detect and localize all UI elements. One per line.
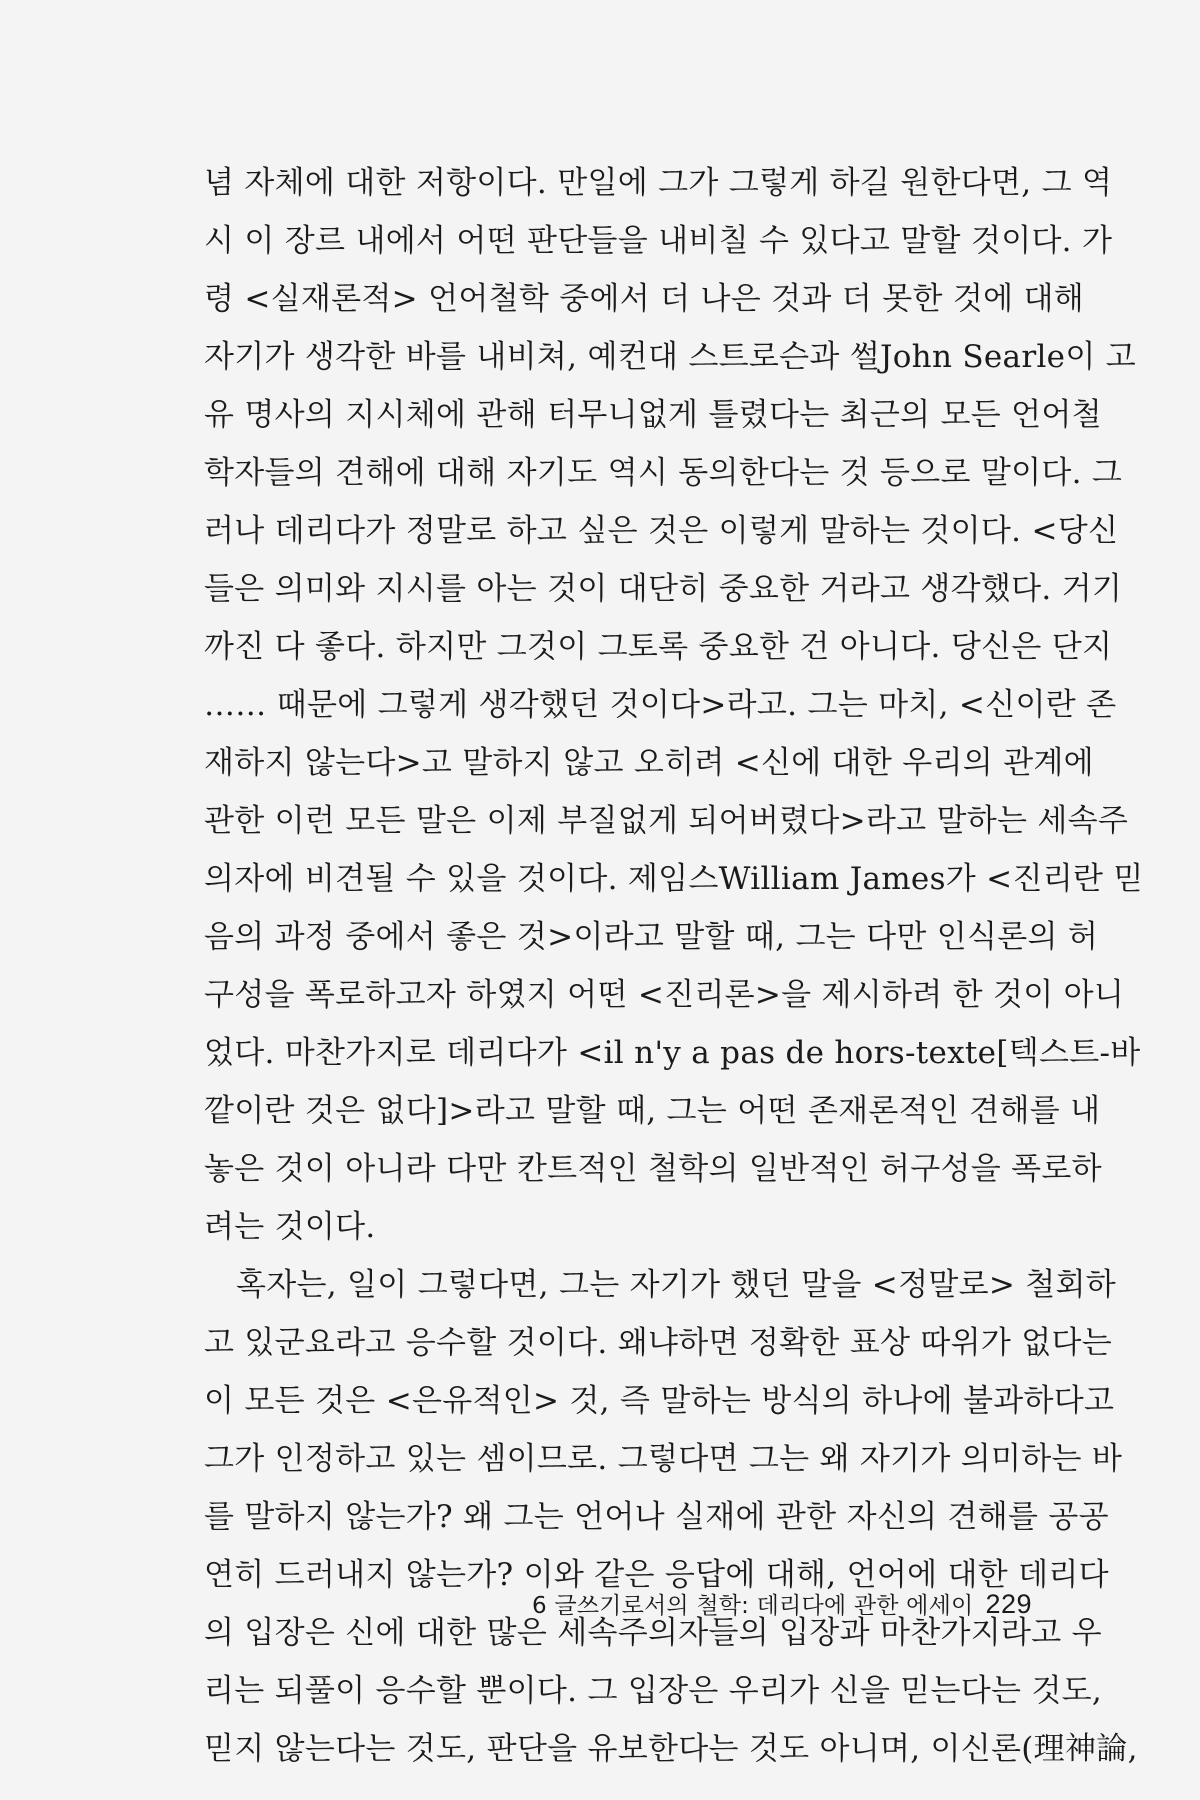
text-line: 재하지 않는다>고 말하지 않고 오히려 <신에 대한 우리의 관계에 (204, 745, 1094, 781)
running-head: 6 글쓰기로서의 철학: 데리다에 관한 에세이 (531, 1593, 974, 1619)
text-line: …… 때문에 그렇게 생각했던 것이다>라고. 그는 마치, <신이란 존 (204, 687, 1117, 723)
text-line: 깥이란 것은 없다]>라고 말할 때, 그는 어떤 존재론적인 견해를 내 (204, 1093, 1101, 1129)
text-line: 믿지 않는다는 것도, 판단을 유보한다는 것도 아니며, 이신론(理神論, (204, 1731, 1138, 1767)
text-line: 고 있군요라고 응수할 것이다. 왜냐하면 정확한 표상 따위가 없다는 (204, 1325, 1113, 1361)
text-line-paragraph-start: 혹자는, 일이 그렇다면, 그는 자기가 했던 말을 <정말로> 철회하 (236, 1267, 1116, 1303)
text-line: 념 자체에 대한 저항이다. 만일에 그가 그렇게 하길 원한다면, 그 역 (204, 165, 1113, 201)
text-line: 령 <실재론적> 언어철학 중에서 더 나은 것과 더 못한 것에 대해 (204, 281, 1084, 317)
page-footer (532, 1584, 1032, 1624)
page-number: 229 (985, 1589, 1032, 1619)
text-line: 의 입장은 신에 대한 많은 세속주의자들의 입장과 마찬가지라고 우 (204, 1615, 1102, 1651)
text-line: 자기가 생각한 바를 내비쳐, 예컨대 스트로슨과 썰John Searle이 고 (204, 339, 1136, 375)
text-line: 들은 의미와 지시를 아는 것이 대단히 중요한 거라고 생각했다. 거기 (204, 571, 1123, 607)
text-line: 리는 되풀이 응수할 뿐이다. 그 입장은 우리가 신을 믿는다는 것도, (204, 1673, 1103, 1709)
text-line: 시 이 장르 내에서 어떤 판단들을 내비칠 수 있다고 말할 것이다. 가 (204, 223, 1113, 259)
text-line: 그가 인정하고 있는 셈이므로. 그렇다면 그는 왜 자기가 의미하는 바 (204, 1441, 1123, 1477)
text-line: 유 명사의 지시체에 관해 터무니없게 틀렸다는 최근의 모든 언어철 (204, 397, 1102, 433)
text-line: 를 말하지 않는가? 왜 그는 언어나 실재에 관한 자신의 견해를 공공 (204, 1499, 1109, 1535)
text-line: 까진 다 좋다. 하지만 그것이 그토록 중요한 건 아니다. 당신은 단지 (204, 629, 1113, 665)
text-line: 구성을 폭로하고자 하였지 어떤 <진리론>을 제시하려 한 것이 아니 (204, 977, 1125, 1013)
text-line-paragraph-end: 려는 것이다. (204, 1209, 376, 1245)
text-line: 학자들의 견해에 대해 자기도 역시 동의한다는 것 등으로 말이다. 그 (204, 455, 1123, 491)
text-line: 관한 이런 모든 말은 이제 부질없게 되어버렸다>라고 말하는 세속주 (204, 803, 1129, 839)
text-line: 연히 드러내지 않는가? 이와 같은 응답에 대해, 언어에 대한 데리다 (204, 1557, 1109, 1593)
text-line: 의자에 비견될 수 있을 것이다. 제임스William James가 <진리란 믿 (204, 861, 1144, 897)
text-line: 놓은 것이 아니라 다만 칸트적인 철학의 일반적인 허구성을 폭로하 (204, 1151, 1102, 1187)
text-line: 러나 데리다가 정말로 하고 싶은 것은 이렇게 말하는 것이다. <당신 (204, 513, 1119, 549)
text-line: 이 모든 것은 <은유적인> 것, 즉 말하는 방식의 하나에 불과하다고 (204, 1383, 1115, 1419)
text-line: 음의 과정 중에서 좋은 것>이라고 말할 때, 그는 다만 인식론의 허 (204, 919, 1099, 955)
text-line: 었다. 마찬가지로 데리다가 <il n'y a pas de hors-texte[텍스트-바 (204, 1035, 1141, 1071)
